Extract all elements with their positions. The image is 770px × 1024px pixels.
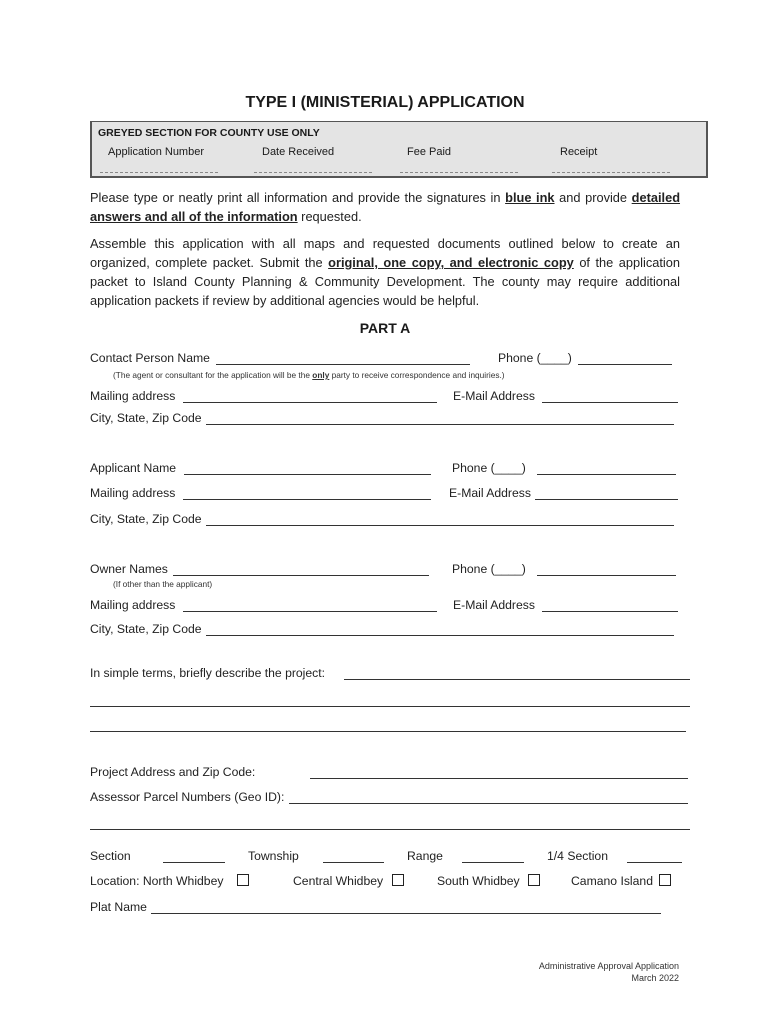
parcel-numbers-line-2[interactable] [90, 829, 690, 830]
owner-phone-label: Phone (____) [452, 562, 526, 576]
plat-name-label: Plat Name [90, 900, 147, 914]
owner-email-field[interactable] [542, 611, 678, 612]
township-field[interactable] [323, 862, 384, 863]
contact-city-field[interactable] [206, 424, 674, 425]
camano-island-label: Camano Island [571, 874, 653, 888]
central-whidbey-checkbox[interactable] [392, 874, 404, 886]
contact-mailing-field[interactable] [183, 402, 437, 403]
north-whidbey-checkbox[interactable] [237, 874, 249, 886]
date-received-label: Date Received [262, 146, 335, 158]
footer-form-name: Administrative Approval Application [538, 961, 679, 971]
detailed-answers-emphasis: detailed answers and all of the information [90, 190, 681, 224]
owner-mailing-label: Mailing address [90, 598, 176, 612]
applicant-phone-field[interactable] [537, 474, 676, 475]
receipt-label: Receipt [560, 146, 598, 158]
contact-name-field[interactable] [216, 364, 470, 365]
instructions-paragraph [90, 188, 680, 226]
contact-email-label: E-Mail Address [453, 389, 535, 403]
assembly-text: of the application packet to Island County Planning & Community Development. The county may require additional application packets if review by additional agencies would be helpful. [90, 255, 680, 308]
receipt-field[interactable] [552, 172, 670, 173]
blue-ink-emphasis: blue ink [505, 190, 555, 205]
project-description-line-2[interactable] [90, 706, 690, 707]
application-number-field[interactable] [100, 172, 218, 173]
fee-paid-label: Fee Paid [407, 146, 452, 158]
copies-emphasis: original, one copy, and electronic copy [328, 255, 574, 270]
owner-phone-field[interactable] [537, 575, 676, 576]
instructions-text: and provide [554, 190, 632, 205]
plat-name-field[interactable] [151, 913, 661, 914]
camano-island-checkbox[interactable] [659, 874, 671, 886]
contact-email-field[interactable] [542, 402, 678, 403]
applicant-name-field[interactable] [184, 474, 431, 475]
south-whidbey-label: South Whidbey [437, 874, 520, 888]
assembly-text: Assemble this application with all maps and requested documents outlined below to create an organized, complete packet. Submit the [90, 236, 680, 270]
owner-note: (If other than the applicant) [113, 579, 213, 589]
owner-mailing-field[interactable] [183, 611, 437, 612]
contact-name-label: Contact Person Name [90, 351, 210, 365]
range-label: Range [407, 849, 443, 863]
project-description-label: In simple terms, briefly describe the project: [90, 666, 326, 680]
owner-email-label: E-Mail Address [453, 598, 535, 612]
county-use-heading: GREYED SECTION FOR COUNTY USE ONLY [98, 127, 320, 139]
applicant-phone-label: Phone (____) [452, 461, 526, 475]
assembly-paragraph [90, 234, 680, 310]
date-received-field[interactable] [254, 172, 372, 173]
project-address-label: Project Address and Zip Code: [90, 765, 256, 779]
contact-mailing-label: Mailing address [90, 389, 176, 403]
quarter-section-field[interactable] [627, 862, 682, 863]
applicant-email-field[interactable] [535, 499, 678, 500]
central-whidbey-label: Central Whidbey [293, 874, 384, 888]
contact-note [113, 370, 505, 380]
contact-note-text: (The agent or consultant for the application will be the [113, 370, 313, 380]
project-description-field[interactable] [344, 679, 690, 680]
footer-date: March 2022 [631, 973, 679, 983]
applicant-mailing-field[interactable] [183, 499, 431, 500]
application-number-label: Application Number [108, 146, 204, 158]
project-description-line-3[interactable] [90, 731, 686, 732]
section-field[interactable] [163, 862, 225, 863]
county-use-box [90, 121, 708, 178]
section-label: Section [90, 849, 131, 863]
instructions-text: Please type or neatly print all information and provide the signatures in [90, 190, 506, 205]
location-north-whidbey-label: Location: North Whidbey [90, 874, 224, 888]
applicant-mailing-label: Mailing address [90, 486, 176, 500]
range-field[interactable] [462, 862, 524, 863]
contact-city-label: City, State, Zip Code [90, 411, 202, 425]
applicant-city-field[interactable] [206, 525, 674, 526]
applicant-name-label: Applicant Name [90, 461, 177, 475]
contact-note-only: only [312, 370, 330, 380]
page-title: TYPE I (MINISTERIAL) APPLICATION [245, 94, 525, 111]
owner-name-label: Owner Names [90, 562, 168, 576]
south-whidbey-checkbox[interactable] [528, 874, 540, 886]
township-label: Township [248, 849, 299, 863]
project-address-field[interactable] [310, 778, 688, 779]
applicant-city-label: City, State, Zip Code [90, 512, 202, 526]
parcel-numbers-label: Assessor Parcel Numbers (Geo ID): [90, 790, 285, 804]
part-a-heading: PART A [359, 320, 411, 336]
instructions-text: requested. [297, 209, 362, 224]
parcel-numbers-field[interactable] [289, 803, 688, 804]
owner-city-label: City, State, Zip Code [90, 622, 202, 636]
owner-name-field[interactable] [173, 575, 429, 576]
quarter-section-label: 1/4 Section [547, 849, 608, 863]
fee-paid-field[interactable] [400, 172, 518, 173]
contact-phone-field[interactable] [578, 364, 672, 365]
page-footer [539, 960, 679, 984]
applicant-email-label: E-Mail Address [449, 486, 531, 500]
contact-phone-label: Phone (____) [498, 351, 572, 365]
owner-city-field[interactable] [206, 635, 674, 636]
contact-note-text: party to receive correspondence and inquiries.) [329, 370, 505, 380]
